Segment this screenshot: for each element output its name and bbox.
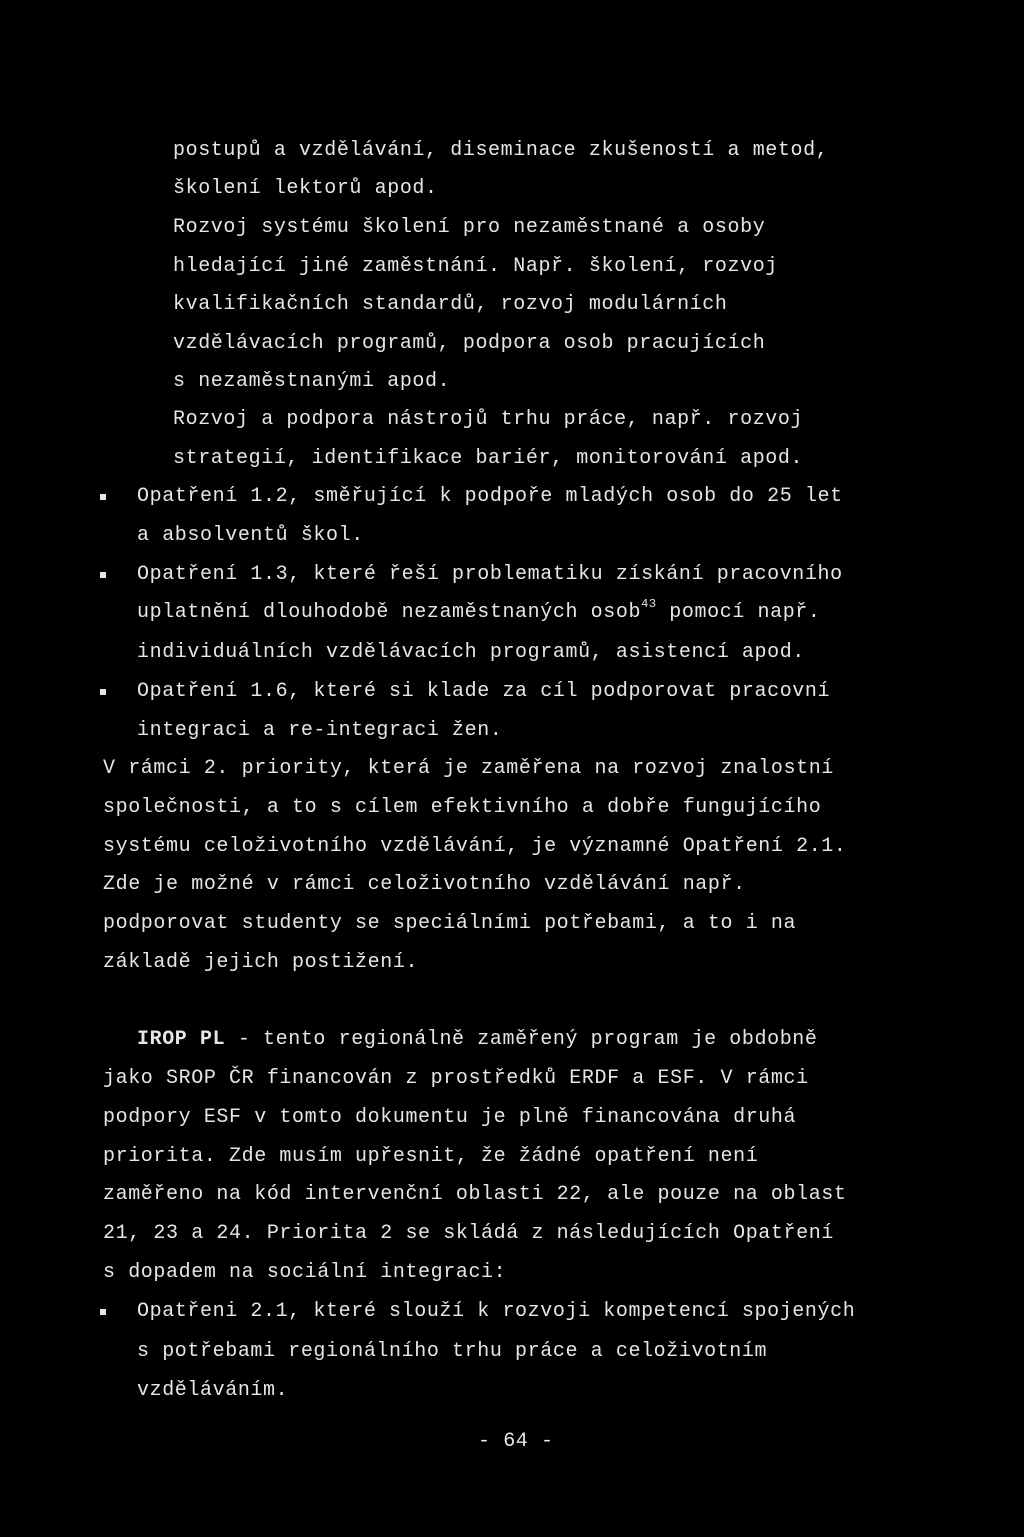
paragraph-line: zaměřeno na kód intervenční oblasti 22, ale pouze na oblast	[103, 1183, 847, 1206]
text-line: s nezaměstnanými apod.	[173, 370, 451, 393]
paragraph-line	[137, 1028, 818, 1052]
paragraph-line: podpory ESF v tomto dokumentu je plně financována druhá	[103, 1106, 797, 1129]
paragraph-line: Zde je možné v rámci celoživotního vzdělávání např.	[103, 873, 746, 896]
paragraph-line: podporovat studenty se speciálními potřebami, a to i na	[103, 912, 797, 935]
paragraph-text: - tento regionálně zaměřený program je obdobně	[225, 1028, 818, 1051]
text-line: hledající jiné zaměstnání. Např. školení, rozvoj	[173, 255, 778, 278]
paragraph-line: 21, 23 a 24. Priorita 2 se skládá z následujících Opatření	[103, 1222, 834, 1245]
bullet-marker	[100, 689, 106, 695]
program-name: IROP PL	[137, 1028, 226, 1051]
paragraph-line: jako SROP ČR financován z prostředků ERDF a ESF. V rámci	[103, 1067, 809, 1090]
list-item-text: uplatnění dlouhodobě nezaměstnaných osob	[137, 601, 642, 624]
bullet-marker	[100, 572, 106, 578]
text-line: Rozvoj a podpora nástrojů trhu práce, např. rozvoj	[173, 408, 804, 431]
list-item: a absolventů škol.	[137, 524, 364, 547]
list-item: vzděláváním.	[137, 1379, 289, 1402]
list-item	[137, 597, 821, 625]
paragraph-line: základě jejich postižení.	[103, 951, 419, 974]
paragraph-line: systému celoživotního vzdělávání, je významné Opatření 2.1.	[103, 835, 847, 858]
paragraph-line: priorita. Zde musím upřesnit, že žádné opatření není	[103, 1145, 759, 1168]
list-item: s potřebami regionálního trhu práce a celoživotním	[137, 1340, 768, 1363]
footnote-ref: 43	[641, 597, 657, 612]
text-line: Rozvoj systému školení pro nezaměstnané a osoby	[173, 216, 766, 239]
paragraph-line: s dopadem na sociální integraci:	[103, 1261, 507, 1284]
list-item: individuálních vzdělávacích programů, asistencí apod.	[137, 641, 805, 664]
text-line: kvalifikačních standardů, rozvoj modulárních	[173, 293, 728, 316]
list-item: Opatření 1.2, směřující k podpoře mladých osob do 25 let	[137, 485, 843, 508]
list-item: Opatřeni 2.1, které slouží k rozvoji kompetencí spojených	[137, 1300, 856, 1323]
paragraph-line: společnosti, a to s cílem efektivního a dobře fungujícího	[103, 796, 822, 819]
list-item: Opatření 1.3, které řeší problematiku získání pracovního	[137, 563, 843, 586]
text-line: strategií, identifikace bariér, monitorování apod.	[173, 447, 804, 470]
text-line: vzdělávacích programů, podpora osob pracujících	[173, 332, 766, 355]
list-item-text: pomocí např.	[656, 601, 821, 624]
bullet-marker	[100, 494, 106, 500]
list-item: Opatření 1.6, které si klade za cíl podporovat pracovní	[137, 680, 831, 703]
text-line: školení lektorů apod.	[173, 177, 438, 200]
page-number: - 64 -	[478, 1430, 554, 1453]
bullet-marker	[100, 1309, 106, 1315]
text-line: postupů a vzdělávání, diseminace zkušeností a metod,	[173, 139, 829, 162]
paragraph-line: V rámci 2. priority, která je zaměřena na rozvoj znalostní	[103, 757, 834, 780]
list-item: integraci a re-integraci žen.	[137, 719, 503, 742]
